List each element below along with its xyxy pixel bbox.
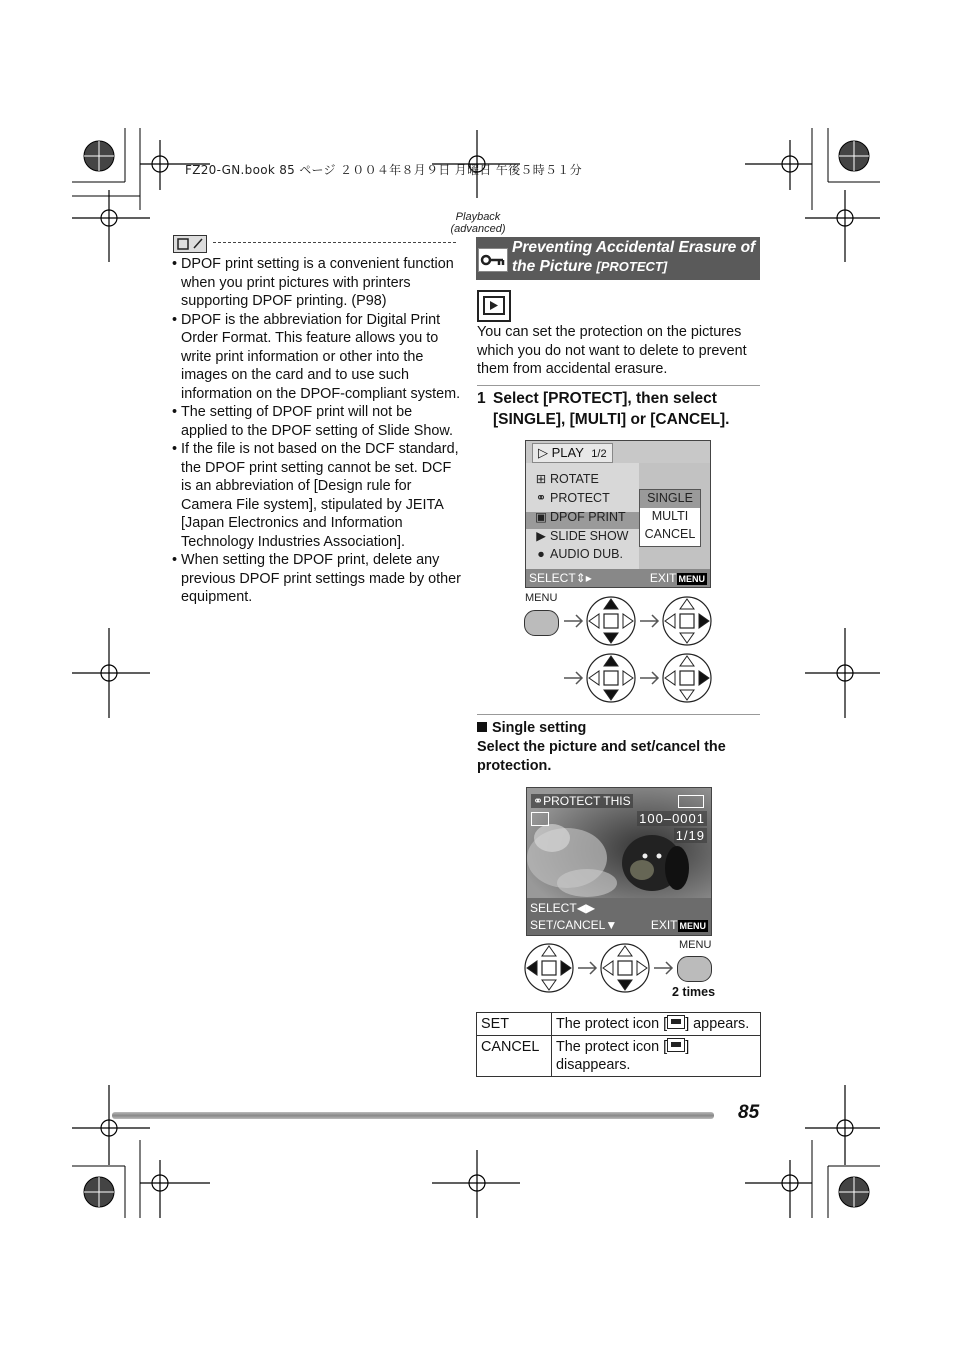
section-title-text: Preventing Accidental Erasure of the Picture [512, 239, 756, 275]
arrow-icon [654, 962, 672, 974]
protect-this-label: ⚭PROTECT THIS [533, 794, 631, 808]
print-info: FZ20-GN.book 85 ページ ２００４年８月９日 月曜日 午後５時５１分 [185, 163, 582, 177]
menu-button-label: MENU [679, 939, 712, 951]
protect-result-table [476, 1012, 761, 1077]
mode-cell: CANCEL [477, 1036, 552, 1077]
mode-cell: SET [477, 1013, 552, 1036]
single-setting-heading: Single setting [477, 720, 586, 736]
table-row [477, 1013, 761, 1036]
key-icon [478, 248, 508, 272]
play-tab-label: PLAY [551, 445, 584, 460]
dpof-icon: ▣ [535, 510, 547, 524]
table-row [477, 1036, 761, 1077]
note-item: • DPOF print setting is a convenient function when you print pictures with printers supporting DPOF printing. (P98) [172, 255, 462, 311]
exit-hint: EXIT MENU [649, 571, 705, 585]
note-divider [213, 242, 456, 243]
file-number: 100–0001 [639, 811, 705, 826]
note-item: • The setting of DPOF print will not be applied to the DPOF setting of Slide Show. [172, 403, 462, 440]
protect-icon [531, 812, 549, 826]
arrow-icon [564, 615, 582, 627]
submenu-single: SINGLE [647, 491, 693, 505]
menu-item-audio-dub: ● AUDIO DUB. [532, 547, 623, 561]
square-bullet-icon [477, 722, 487, 732]
key-icon [667, 1038, 685, 1052]
battery-icon [678, 795, 704, 808]
menu-item-dpof-print: ▣ DPOF PRINT [532, 509, 626, 524]
menu-footer [526, 569, 710, 587]
description-cell: The protect icon [ ] disappears. [552, 1036, 761, 1077]
microphone-icon: ● [537, 547, 545, 561]
note-item: • When setting the DPOF print, delete any previous DPOF print settings made by other equipment. [172, 551, 462, 607]
footer-bar [112, 1112, 714, 1119]
step-number: 1 [477, 390, 486, 407]
notes-list [172, 255, 462, 607]
key-icon: ⚭ [533, 794, 544, 808]
arrow-icon [640, 672, 658, 684]
arrow-icon [640, 615, 658, 627]
step-text: Select [PROTECT], then select [SINGLE], [MULTI] or [CANCEL]. [493, 390, 730, 428]
intro-text: You can set the protection on the pictures which you do not want to delete to prevent them from accidental erasure. [477, 324, 747, 377]
menu-button [677, 956, 712, 982]
protect-screen [526, 787, 712, 936]
menu-button [524, 610, 559, 636]
play-tab [532, 443, 613, 463]
menu-item-protect: ⚭ PROTECT [532, 490, 610, 505]
running-header: Playback (advanced) [450, 211, 506, 235]
page-number: 85 [738, 1102, 760, 1123]
submenu-multi: MULTI [651, 509, 689, 523]
protect-footer [527, 898, 711, 935]
arrow-icon [578, 962, 596, 974]
dpad-sequence [560, 595, 720, 705]
section-title-tag: [PROTECT] [596, 259, 668, 274]
select-hint: SELECT◀▶ [530, 901, 596, 915]
note-icon [173, 235, 207, 253]
menu-screen [525, 440, 711, 588]
section-title [512, 238, 760, 276]
menu-item-rotate: ⊞ ROTATE [532, 471, 599, 486]
play-mode-icon [477, 290, 511, 322]
menu-button-label: MENU [525, 592, 558, 604]
submenu-cancel: CANCEL [644, 527, 696, 541]
rotate-icon: ⊞ [535, 472, 547, 486]
menu-item-slide-show: ▶ SLIDE SHOW [532, 528, 629, 543]
arrow-icon [564, 672, 582, 684]
picture-count: 1/19 [675, 828, 705, 843]
menu-list [526, 463, 639, 569]
set-cancel-hint: SET/CANCEL▼ [530, 918, 618, 932]
divider [477, 714, 760, 715]
key-icon: ⚭ [535, 491, 547, 505]
description-cell: The protect icon [ ] appears. [552, 1013, 761, 1036]
page-indicator: 1/2 [591, 448, 607, 460]
note-item: • If the file is not based on the DCF standard, the DPOF print setting cannot be set. DCF is an abbreviation of [Design rule for Camera File system], stipulated by JEITA [Japan Electronics and Information Technology Industries Association]. [172, 440, 462, 551]
single-setting-instruction: Select the picture and set/cancel the protection. [477, 739, 726, 774]
note-item: • DPOF is the abbreviation for Digital Print Order Format. This feature allows you to write print information or other into the images on the card and to use such information on the DPOF-compliant system. [172, 311, 462, 404]
play-icon: ▷ [538, 445, 548, 460]
slideshow-icon: ▶ [536, 529, 546, 543]
divider [477, 385, 760, 386]
key-icon [667, 1015, 685, 1029]
protect-submenu [639, 489, 701, 547]
exit-hint: EXIT MENU [650, 918, 706, 932]
press-count: 2 times [672, 985, 716, 999]
select-hint: SELECT⇕▸ [529, 571, 592, 585]
